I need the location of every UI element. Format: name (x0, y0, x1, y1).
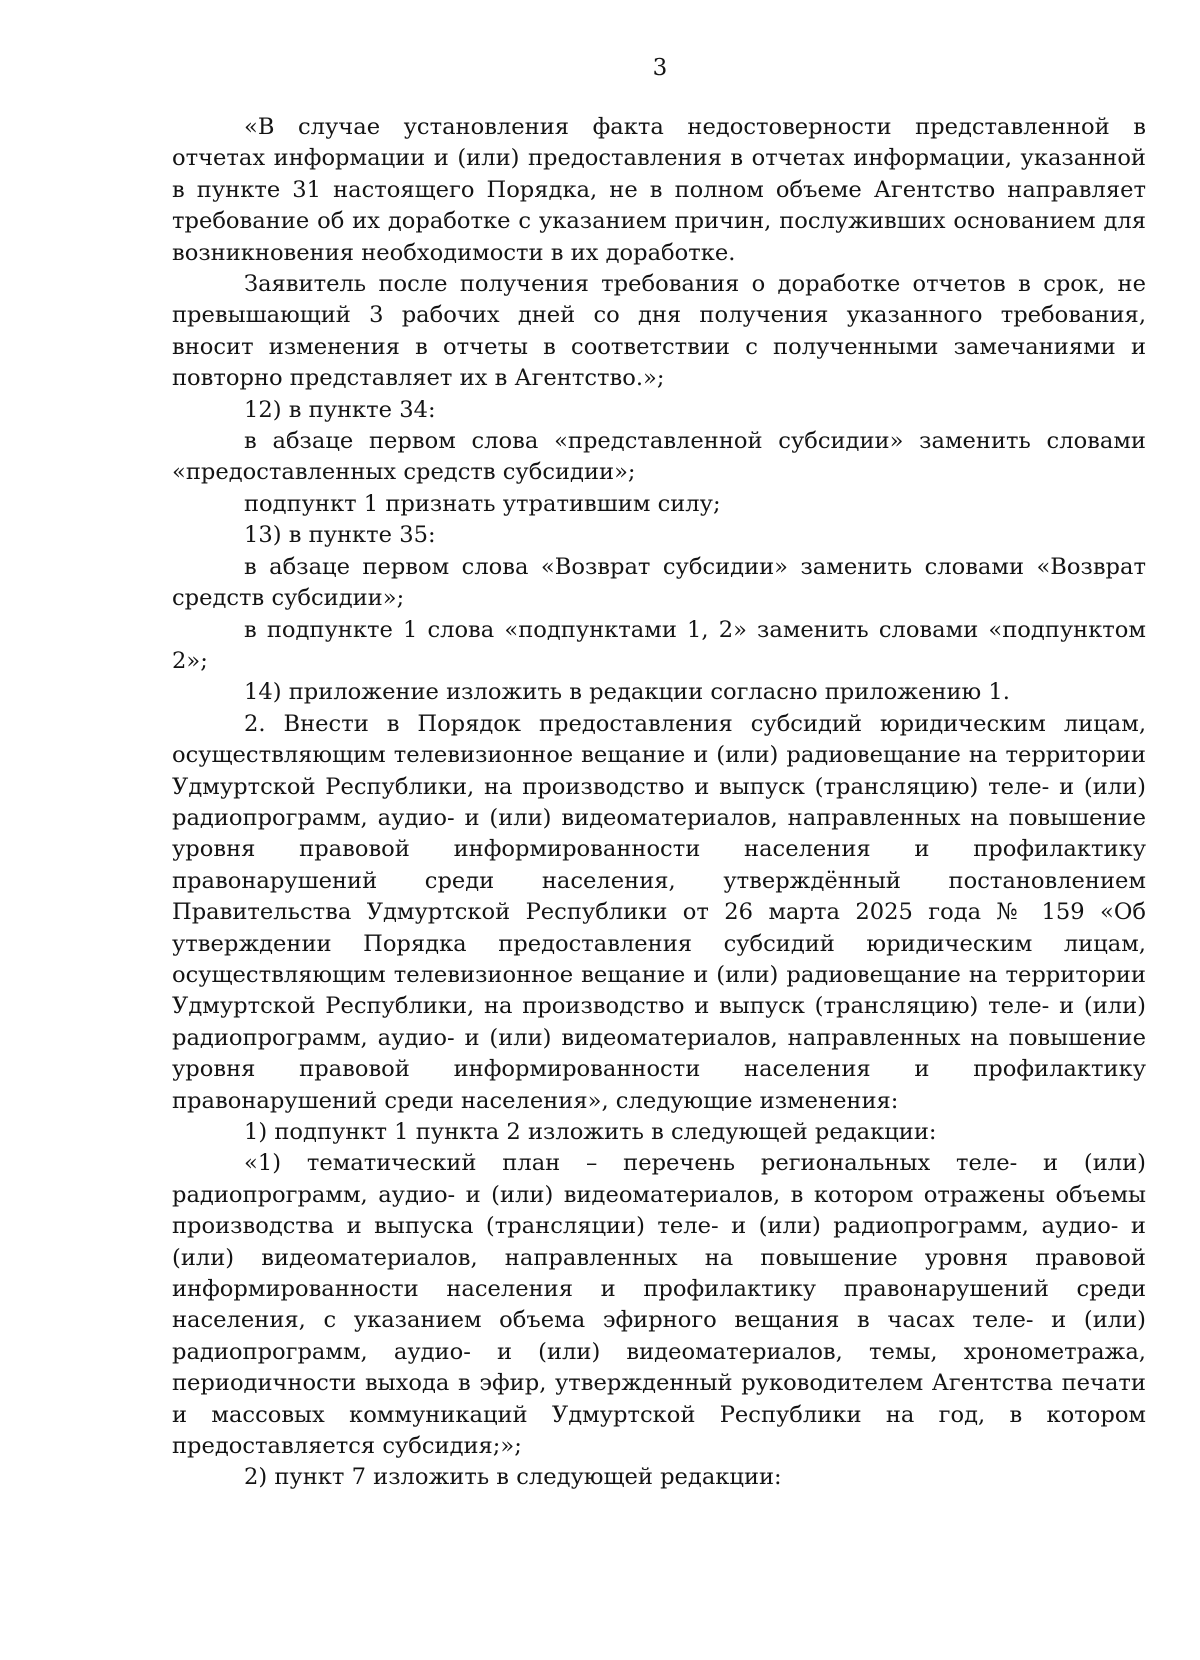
page-number: 3 (652, 55, 668, 81)
paragraph-agency-requirement: «В случае установления факта недостоверности представленной в отчетах информации и (или) предоставления в отчетах информации, указанной в пункте 31 настоящего Порядка, не в полном объеме Агентство направляет требование об их доработке с указанием причин, послуживших основанием для возникновения необходимости в их доработке. (172, 114, 1146, 266)
paragraph-item-14: 14) приложение изложить в редакции согласно приложению 1. (244, 679, 1010, 706)
paragraph-section-2-item-2: 2) пункт 7 изложить в следующей редакции: (244, 1464, 782, 1491)
paragraph-applicant-revision: Заявитель после получения требования о доработке отчетов в срок, не превышающий 3 рабочих дней со дня получения указанного требования, вносит изменения в отчеты в соответствии с полученными замечаниями и повторно представляет их в Агентство.»; (172, 271, 1146, 392)
paragraph-item-12: 12) в пункте 34: (244, 396, 436, 423)
paragraph-thematic-plan-definition: «1) тематический план – перечень региональных теле- и (или) радиопрограмм, аудио- и (или) видеоматериалов, в котором отражены объемы производства и выпуска (трансляции) теле- и (или) радиопрограмм, аудио- и (или) видеоматериалов, направленных на повышение уровня правовой информированности населения и профилактику правонарушений среди населения, с указанием объема эфирного вещания в часах теле- и (или) радиопрограмм, аудио- и (или) видеоматериалов, темы, хронометража, периодичности выхода в эфир, утвержденный руководителем Агентства печати и массовых коммуникаций Удмуртской Республики на год, в котором предоставляется субсидия;»; (172, 1150, 1146, 1460)
paragraph-item-12-first-abstract: в абзаце первом слова «представленной субсидии» заменить словами «предоставленных средств субсидии»; (172, 428, 1146, 486)
document-body (172, 112, 1146, 1494)
paragraph-item-13: 13) в пункте 35: (244, 522, 436, 549)
paragraph-item-12-subpoint-1: подпункт 1 признать утратившим силу; (244, 490, 721, 517)
paragraph-item-13-subpoint-1: в подпункте 1 слова «подпунктами 1, 2» заменить словами «подпунктом 2»; (172, 616, 1146, 674)
paragraph-item-13-first-abstract: в абзаце первом слова «Возврат субсидии» заменить словами «Возврат средств субсидии»; (172, 553, 1146, 612)
paragraph-section-2: 2. Внести в Порядок предоставления субсидий юридическим лицам, осуществляющим телевизионное вещание и (или) радиовещание на территории Удмуртской Республики, на производство и выпуск (трансляцию) теле- и (или) радиопрограмм, аудио- и (или) видеоматериалов, направленных на повышение уровня правовой информированности населения и профилактику правонарушений среди населения, утверждённый постановлением Правительства Удмуртской Республики от 26 марта 2025 года № 159 «Об утверждении Порядка предоставления субсидий юридическим лицам, осуществляющим телевизионное вещание и (или) радиовещание на территории Удмуртской Республики, на производство и выпуск (трансляцию) теле- и (или) радиопрограмм, аудио- и (или) видеоматериалов, направленных на повышение уровня правовой информированности населения и профилактику правонарушений среди населения», следующие изменения: (172, 710, 1146, 1114)
paragraph-section-2-item-1: 1) подпункт 1 пункта 2 изложить в следующей редакции: (244, 1119, 937, 1145)
